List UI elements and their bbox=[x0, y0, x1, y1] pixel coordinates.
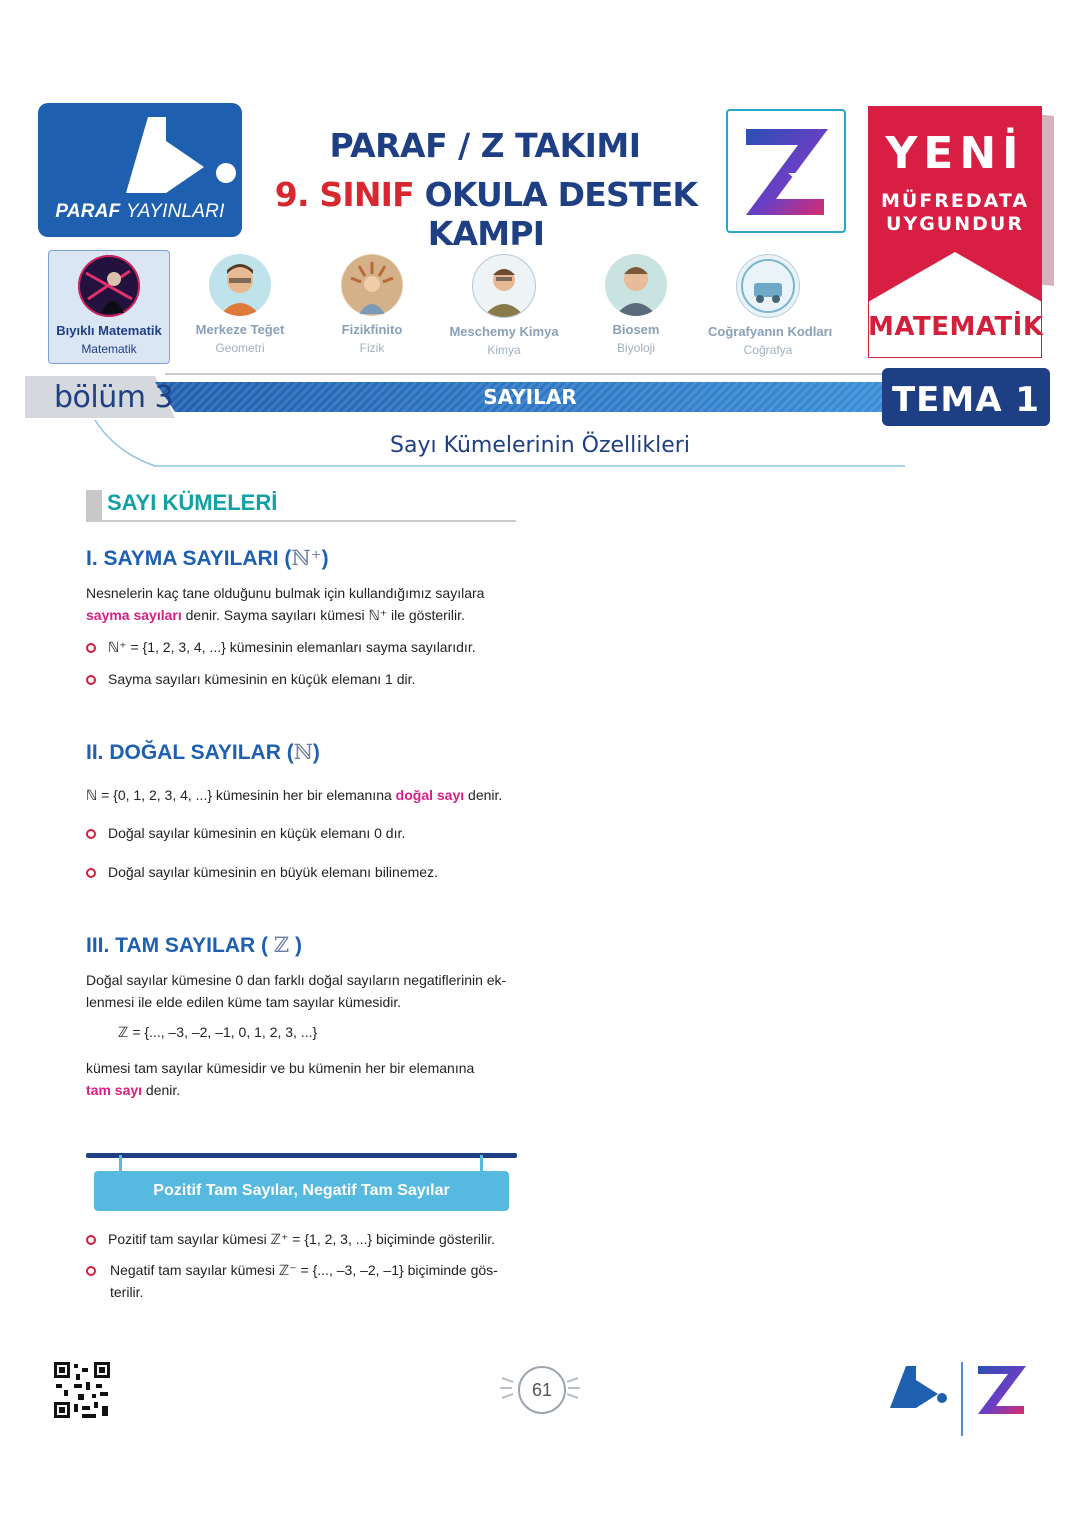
integers-intro: Doğal sayılar kümesine 0 dan farklı doğal sayıların negatiflerinin ek- lenmesi ile elde edilen küme tam sayılar kümesidir. bbox=[86, 972, 507, 1010]
bullet-icon bbox=[86, 1266, 96, 1276]
teacher-subject: Matematik bbox=[81, 342, 137, 356]
publisher-name: PARAF YAYINLARI bbox=[55, 201, 225, 222]
bullet-item: Doğal sayılar kümesinin en büyük elemanı bilinemez. bbox=[86, 861, 516, 883]
bullet-item: Negatif tam sayılar kümesi ℤ⁻ = {..., –3, –2, –1} biçiminde gös- terilir. bbox=[86, 1259, 516, 1303]
teacher-avatar bbox=[472, 254, 536, 318]
teacher-name: Bıyıklı Matematik bbox=[56, 323, 162, 338]
publisher-logo bbox=[38, 103, 242, 237]
info-box-title: Pozitif Tam Sayılar, Negatif Tam Sayılar bbox=[94, 1171, 509, 1211]
lesson-subtitle: Sayı Kümelerinin Özellikleri bbox=[390, 433, 690, 458]
teacher-subject: Biyoloji bbox=[616, 341, 655, 355]
teacher-avatar bbox=[736, 254, 800, 318]
header-subtitle: 9. SINIF OKULA DESTEK KAMPI bbox=[274, 175, 698, 253]
bullet-icon bbox=[86, 643, 96, 653]
teacher-name: Meschemy Kimya bbox=[449, 324, 559, 339]
bullet-icon bbox=[86, 829, 96, 839]
ribbon-curriculum: MÜFREDATA UYGUNDUR bbox=[880, 190, 1030, 235]
teacher-avatar bbox=[341, 254, 403, 316]
teacher-name: Fizikfinito bbox=[341, 322, 403, 337]
teacher-subject: Kimya bbox=[487, 343, 521, 357]
integers-definition: kümesi tam sayılar kümesidir ve bu kümenin her bir elemanına tam sayı denir. bbox=[86, 1060, 475, 1098]
bullet-item: ℕ⁺ = {1, 2, 3, 4, ...} kümesinin elemanları sayma sayılarıdır. bbox=[86, 636, 516, 658]
theme-badge: TEMA 1 bbox=[882, 368, 1050, 426]
bullet-icon bbox=[86, 675, 96, 685]
teacher-avatar bbox=[78, 255, 140, 317]
heading-integers: III. TAM SAYILAR ( ℤ ) bbox=[86, 933, 303, 957]
natural-numbers-intro: ℕ = {0, 1, 2, 3, 4, ...} kümesinin her bir elemanına doğal sayı denir. bbox=[86, 787, 503, 803]
teacher-card-fizik[interactable] bbox=[312, 250, 432, 362]
teacher-subject: Geometri bbox=[215, 341, 265, 355]
page-number: 61 bbox=[518, 1366, 566, 1414]
qr-code-icon bbox=[52, 1360, 112, 1420]
box-top-rule bbox=[86, 1153, 517, 1158]
footer-logo bbox=[886, 1360, 1036, 1436]
teacher-name: Biosem bbox=[612, 322, 660, 337]
teacher-avatar bbox=[209, 254, 271, 316]
teacher-avatar bbox=[605, 254, 667, 316]
counting-numbers-intro: Nesnelerin kaç tane olduğunu bulmak için kullandığımız sayılara sayma sayıları denir. Sayma sayıları kümesi ℕ⁺ ile gösterilir. bbox=[86, 585, 485, 623]
z-logo-icon bbox=[728, 111, 844, 231]
teacher-subject: Coğrafya bbox=[743, 343, 793, 357]
teacher-name: Coğrafyanın Kodları bbox=[708, 324, 833, 339]
bullet-item: Pozitif tam sayılar kümesi ℤ⁺ = {1, 2, 3, ...} biçiminde gösterilir. bbox=[86, 1228, 516, 1250]
ribbon-subject: MATEMATİK bbox=[868, 312, 1044, 342]
integers-formula: ℤ = {..., –3, –2, –1, 0, 1, 2, 3, ...} bbox=[118, 1024, 318, 1040]
z-team-logo bbox=[726, 109, 846, 233]
ribbon-new: YENİ bbox=[885, 128, 1025, 179]
teacher-card-biyoloji[interactable] bbox=[576, 250, 696, 362]
teacher-card-kimya[interactable] bbox=[444, 250, 564, 362]
section-header bbox=[86, 488, 516, 522]
heading-counting-numbers: I. SAYMA SAYILARI (ℕ⁺) bbox=[86, 546, 329, 570]
chapter-topic: SAYILAR bbox=[483, 385, 577, 409]
header-title: PARAF / Z TAKIMI bbox=[329, 126, 641, 165]
teacher-subject: Fizik bbox=[359, 341, 385, 355]
section-header-bar bbox=[86, 490, 102, 520]
bullet-item: Sayma sayıları kümesinin en küçük elemanı 1 dir. bbox=[86, 668, 516, 690]
teacher-card-geometri[interactable] bbox=[180, 250, 300, 362]
paraf-arrow-icon bbox=[108, 115, 238, 195]
teacher-card-cografya[interactable] bbox=[708, 250, 833, 362]
teacher-card-matematik[interactable] bbox=[48, 250, 170, 364]
section-title: SAYI KÜMELERİ bbox=[107, 490, 278, 515]
teacher-name: Merkeze Teğet bbox=[195, 322, 285, 337]
bullet-item: Doğal sayılar kümesinin en küçük elemanı 0 dır. bbox=[86, 822, 516, 844]
heading-natural-numbers: II. DOĞAL SAYILAR (ℕ) bbox=[86, 740, 320, 764]
bullet-icon bbox=[86, 868, 96, 878]
chapter-number: bölüm 3 bbox=[54, 380, 174, 415]
bullet-icon bbox=[86, 1235, 96, 1245]
